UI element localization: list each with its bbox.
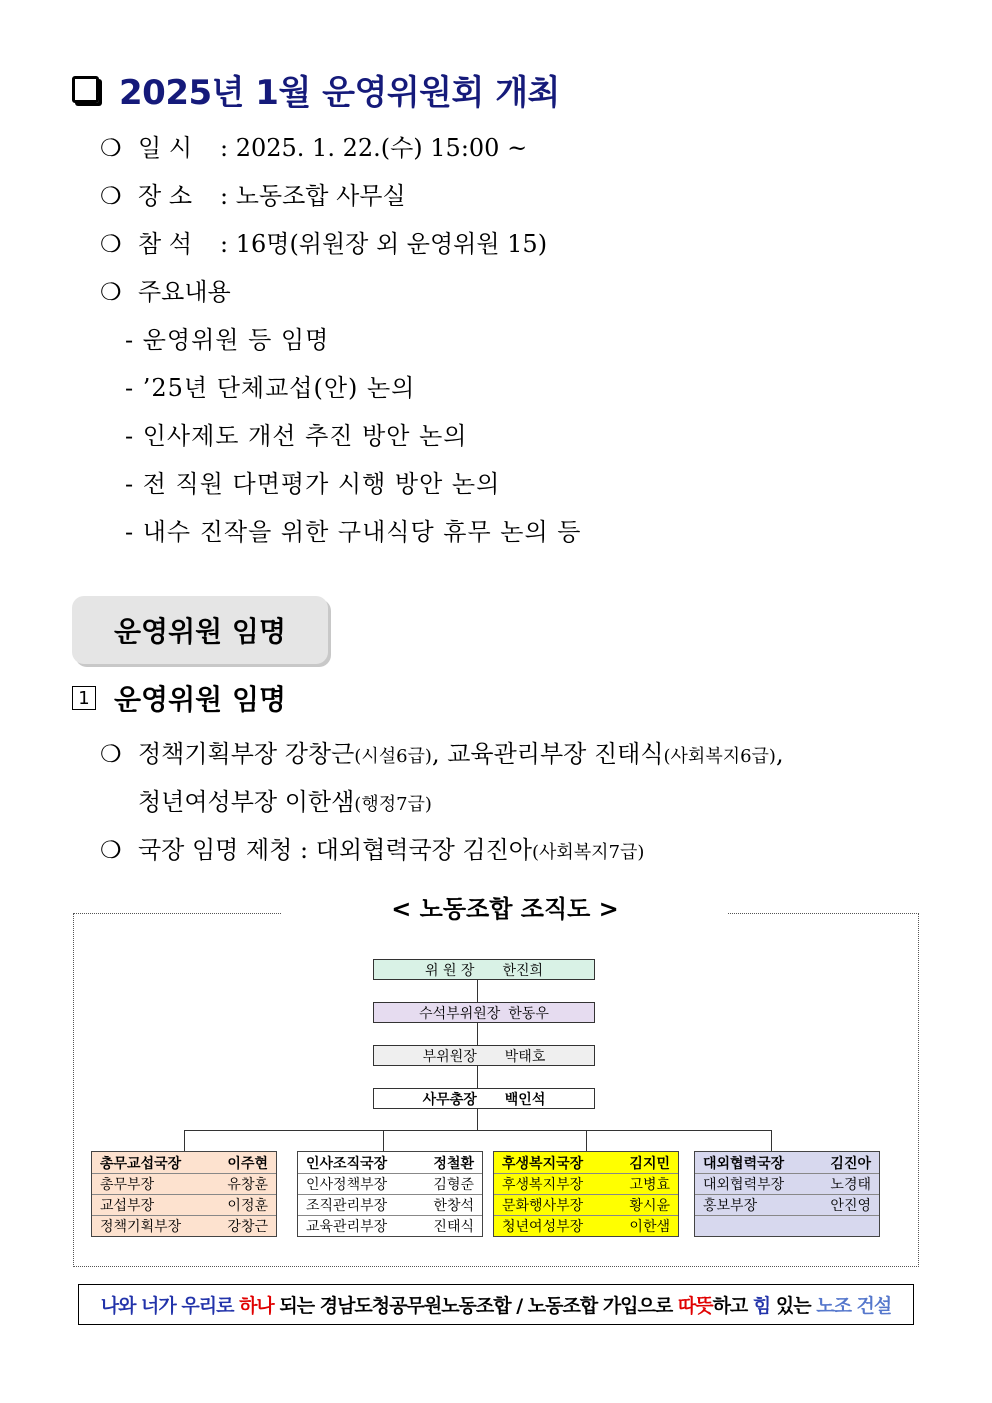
org-name: 이한샘 <box>629 1219 670 1235</box>
org-role: 인사정책부장 <box>306 1177 388 1193</box>
meeting-date-line <box>100 128 527 163</box>
agenda-item: - 운영위원 등 임명 <box>125 326 330 354</box>
org-name: 김진아 <box>830 1155 871 1172</box>
org-dept-row <box>92 1152 276 1173</box>
org-role: 수석부위원장 <box>419 1005 501 1022</box>
org-dept-row <box>494 1215 678 1236</box>
sub-heading <box>72 676 286 720</box>
org-connector <box>477 1066 478 1088</box>
org-name: 김지민 <box>629 1155 670 1172</box>
org-connector <box>383 1130 384 1151</box>
sub-heading-text: 운영위원 임명 <box>114 683 287 716</box>
org-role: 총무부장 <box>100 1177 155 1193</box>
org-dept-row <box>494 1194 678 1215</box>
meeting-attendance-line <box>100 224 547 259</box>
org-name: 백인석 <box>504 1091 546 1108</box>
checkbox-icon <box>72 76 99 103</box>
org-vice-chair-box <box>373 1045 595 1066</box>
org-dept-row <box>695 1173 879 1194</box>
org-connector <box>184 1130 771 1131</box>
org-senior-vice-chair-box <box>373 1002 595 1023</box>
org-role: 부위원장 <box>422 1048 477 1065</box>
meeting-date-value: : 2025. 1. 22.(수) 15:00 ~ <box>220 134 528 162</box>
meeting-place-label: 장 소 <box>138 182 192 210</box>
org-dept-row <box>92 1194 276 1215</box>
org-name: 정철환 <box>433 1155 474 1172</box>
meeting-attendance-value: : 16명(위원장 외 운영위원 15) <box>220 230 548 258</box>
appointment-line-2 <box>138 782 432 817</box>
org-dept-row <box>494 1173 678 1194</box>
org-name: 이주현 <box>227 1155 268 1172</box>
org-role: 청년여성부장 <box>502 1219 584 1235</box>
org-name: 안진영 <box>830 1198 871 1214</box>
org-dept-personnel <box>297 1151 483 1237</box>
slogan-part: 되는 경남도청공무원노동조합 / 노동조합 가입으로 <box>273 1295 678 1317</box>
org-dept-row <box>695 1194 879 1215</box>
org-name: 한창석 <box>433 1198 474 1214</box>
appointment-line-3 <box>100 830 644 865</box>
agenda-item: - 내수 진작을 위한 구내식당 휴무 논의 등 <box>125 518 582 546</box>
circle-bullet-icon: ❍ <box>100 740 122 768</box>
org-chairman-box <box>373 959 595 980</box>
appointment-note: (행정7급) <box>354 794 432 815</box>
meeting-place-value: : 노동조합 사무실 <box>220 182 406 210</box>
org-role: 교섭부장 <box>100 1198 155 1214</box>
meeting-attendance-label: 참 석 <box>138 230 192 258</box>
org-role: 문화행사부장 <box>502 1198 584 1214</box>
appointment-text: 국장 임명 제청 : 대외협력국장 김진아 <box>138 836 532 864</box>
org-role: 총무교섭국장 <box>100 1155 182 1172</box>
slogan-part: 있는 <box>770 1295 817 1317</box>
org-role: 홍보부장 <box>703 1198 758 1214</box>
meeting-place-line <box>100 176 406 211</box>
agenda-item: - 전 직원 다면평가 시행 방안 논의 <box>125 470 501 498</box>
org-role: 대외협력부장 <box>703 1177 785 1193</box>
org-name: 이정훈 <box>227 1198 268 1214</box>
org-role: 조직관리부장 <box>306 1198 388 1214</box>
org-role: 대외협력국장 <box>703 1155 785 1172</box>
meeting-agenda-line <box>100 272 231 307</box>
section-heading: 운영위원 임명 <box>72 596 328 664</box>
org-dept-row <box>298 1194 482 1215</box>
number-box: 1 <box>72 686 96 710</box>
appointment-text: 청년여성부장 이한샘 <box>138 788 355 816</box>
org-connector <box>586 1130 587 1151</box>
org-connector <box>477 1109 478 1130</box>
org-name: 유창훈 <box>227 1177 268 1193</box>
slogan-part: 나와 너가 우리로 <box>100 1295 240 1317</box>
agenda-item: - 인사제도 개선 추진 방안 논의 <box>125 422 468 450</box>
org-dept-welfare <box>493 1151 679 1237</box>
org-connector <box>477 980 478 1002</box>
slogan-part: 힘 <box>752 1295 771 1317</box>
org-name: 진태식 <box>433 1219 474 1235</box>
org-dept-row <box>298 1173 482 1194</box>
org-connector <box>771 1130 772 1151</box>
org-dept-row <box>92 1215 276 1236</box>
org-secretary-general-box <box>373 1088 595 1109</box>
circle-bullet-icon: ❍ <box>100 134 122 162</box>
circle-bullet-icon: ❍ <box>100 836 122 864</box>
slogan-part: 노조 건설 <box>816 1295 892 1317</box>
org-name: 김형준 <box>433 1177 474 1193</box>
meeting-date-label: 일 시 <box>138 134 192 162</box>
org-dept-row <box>695 1152 879 1173</box>
org-dept-row <box>92 1173 276 1194</box>
appointment-text: 정책기획부장 강창근 <box>138 740 355 768</box>
org-role: 사무총장 <box>422 1091 477 1108</box>
slogan-banner <box>78 1284 914 1325</box>
circle-bullet-icon: ❍ <box>100 278 122 306</box>
org-dept-row <box>298 1152 482 1173</box>
org-connector <box>184 1130 185 1151</box>
meeting-agenda-label: 주요내용 <box>138 278 231 306</box>
slogan-part: 따뜻 <box>677 1295 713 1317</box>
slogan-part: 하나 <box>239 1295 274 1317</box>
org-dept-general-affairs <box>91 1151 277 1237</box>
org-name: 한진희 <box>502 962 544 979</box>
appointment-note: (사회복지7급) <box>532 842 645 863</box>
agenda-item: - ’25년 단체교섭(안) 논의 <box>125 374 416 402</box>
org-role: 후생복지부장 <box>502 1177 584 1193</box>
org-role: 교육관리부장 <box>306 1219 388 1235</box>
org-name: 고병효 <box>629 1177 670 1193</box>
org-role: 위 원 장 <box>424 962 475 979</box>
appointment-text: , 교육관리부장 진태식 <box>431 740 664 768</box>
org-name: 박태호 <box>504 1048 546 1065</box>
org-dept-row <box>298 1215 482 1236</box>
circle-bullet-icon: ❍ <box>100 230 122 258</box>
circle-bullet-icon: ❍ <box>100 182 122 210</box>
org-role: 인사조직국장 <box>306 1155 388 1172</box>
org-dept-external-relations <box>694 1151 880 1237</box>
document-title: 2025년 1월 운영위원회 개최 <box>119 72 560 113</box>
org-name: 한동우 <box>508 1005 549 1022</box>
org-role: 정책기획부장 <box>100 1219 182 1235</box>
org-name: 노경태 <box>830 1177 871 1193</box>
org-role: 후생복지국장 <box>502 1155 584 1172</box>
appointment-text: , <box>775 740 784 768</box>
org-dept-row <box>695 1215 879 1236</box>
org-connector <box>477 1023 478 1045</box>
document-title-row <box>72 64 560 114</box>
org-chart-title: < 노동조합 조직도 > <box>282 888 728 924</box>
org-name: 강창근 <box>227 1219 268 1235</box>
org-name: 황시윤 <box>629 1198 670 1214</box>
appointment-note: (사회복지6급) <box>663 746 776 767</box>
appointment-line-1 <box>100 734 784 769</box>
slogan-part: 하고 <box>712 1295 753 1317</box>
org-dept-row <box>494 1152 678 1173</box>
appointment-note: (시설6급) <box>354 746 432 767</box>
